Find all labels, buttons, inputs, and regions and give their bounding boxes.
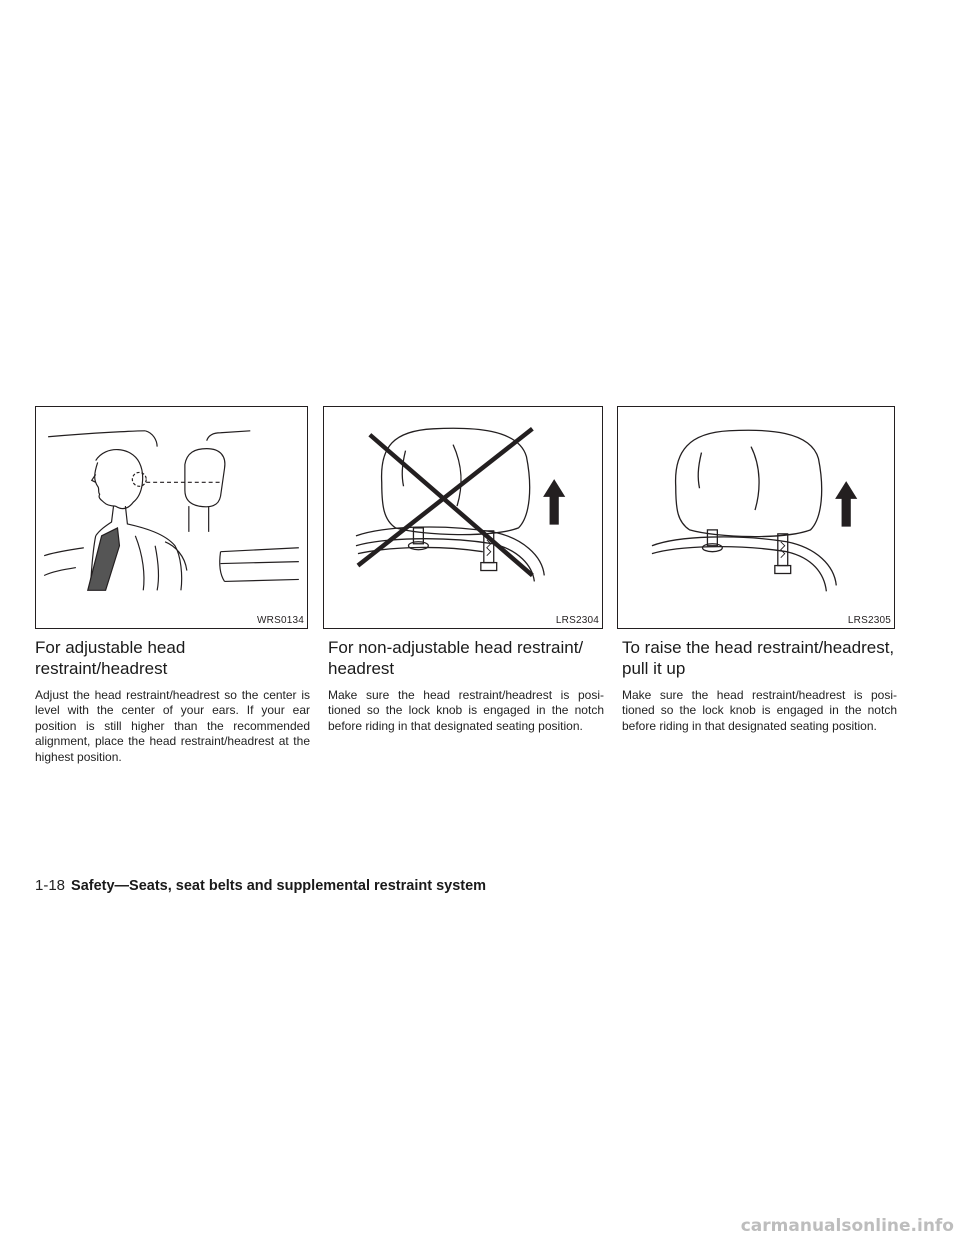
section-heading: For adjustable head restraint/headrest	[35, 638, 186, 678]
section-body: Make sure the head restraint/headrest is posi- tioned so the lock knob is engaged in the notch before riding in that designated seating position.	[622, 688, 897, 733]
page-number: 1-18	[35, 877, 66, 894]
raise-headrest-illustration	[618, 407, 894, 628]
figure-code: WRS0134	[257, 615, 304, 626]
page-footer	[35, 877, 486, 894]
section-non-adjustable	[328, 637, 604, 734]
section-body: Make sure the head restraint/headrest is posi- tioned so the lock knob is engaged in the notch before riding in that designated seating position.	[328, 688, 604, 733]
figure-raise-headrest	[617, 406, 895, 629]
section-heading: To raise the head restraint/headrest, pull it up	[622, 638, 895, 678]
section-heading: For non-adjustable head restraint/ headrest	[328, 638, 584, 678]
figure-non-adjustable-headrest	[323, 406, 603, 629]
watermark: carmanualsonline.info	[740, 1216, 954, 1236]
figure-adjustable-headrest	[35, 406, 308, 629]
section-raise	[622, 637, 897, 734]
figure-code: LRS2305	[847, 615, 891, 626]
section-adjustable	[35, 637, 310, 765]
crossed-out-headrest-illustration	[324, 407, 602, 628]
section-body: Adjust the head restraint/headrest so the center is level with the center of your ears. If your ear position is still higher than the recommended alignment, place the head restraint/headrest at the highest position.	[35, 688, 310, 764]
driver-headrest-alignment-illustration	[36, 407, 307, 628]
figure-code: LRS2304	[555, 615, 599, 626]
footer-section-title: Safety—Seats, seat belts and supplemental restraint system	[71, 878, 487, 894]
